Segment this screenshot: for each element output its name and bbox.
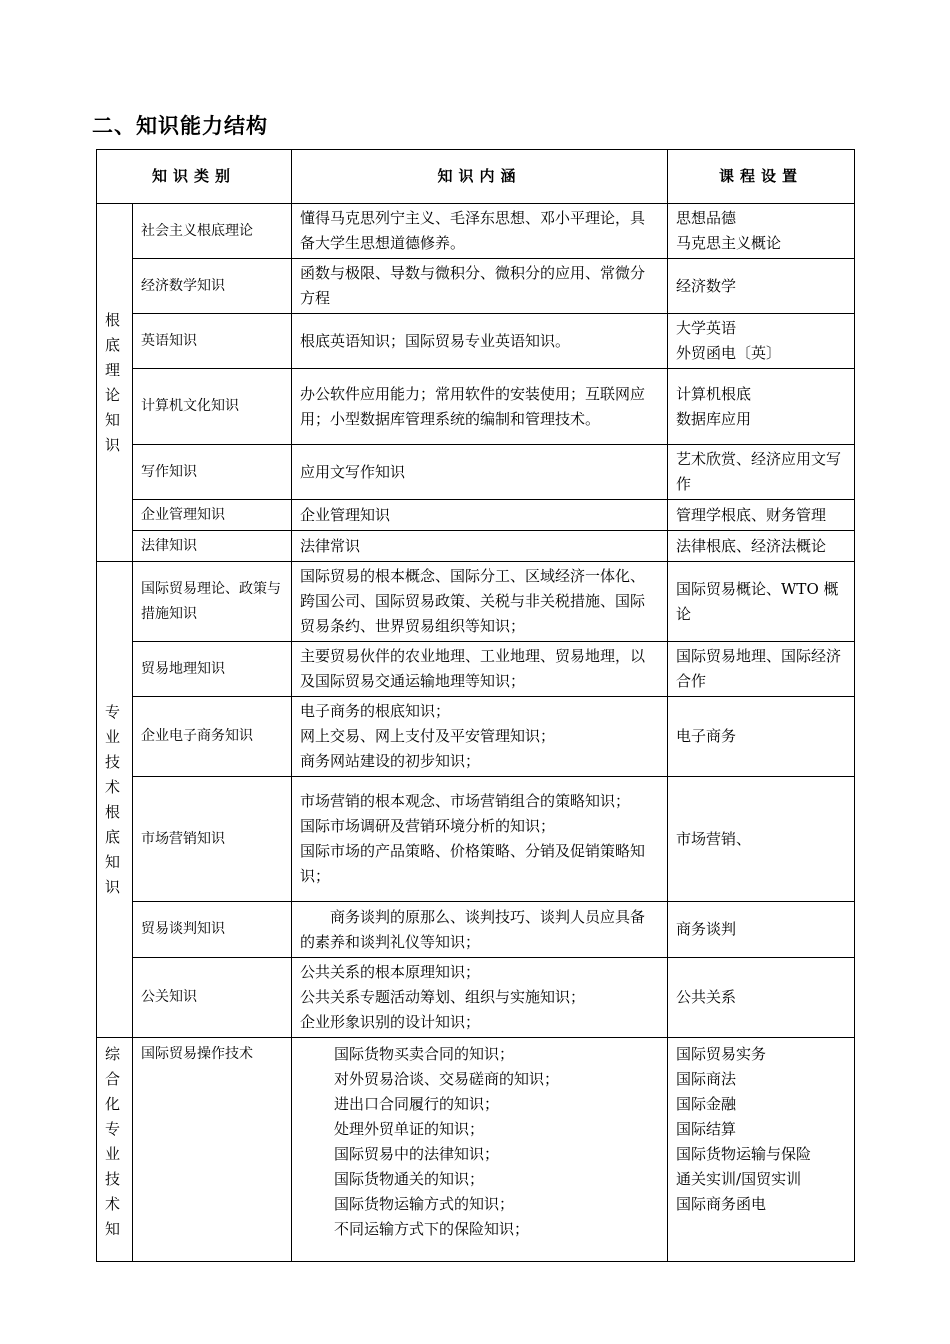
- table-row: [97, 642, 855, 697]
- row-content: 法律常识: [292, 531, 668, 562]
- table-row: [97, 314, 855, 369]
- row-courses: 国际贸易概论、WTO 概论: [668, 562, 855, 642]
- row-content: 根底英语知识；国际贸易专业英语知识。: [292, 314, 668, 369]
- header-category: 知识类别: [97, 150, 292, 204]
- table-row: [97, 562, 855, 642]
- row-category: 经济数学知识: [133, 259, 292, 314]
- row-category: 写作知识: [133, 445, 292, 500]
- table-row: [97, 259, 855, 314]
- row-courses: 艺术欣赏、经济应用文写作: [668, 445, 855, 500]
- table-row: [97, 204, 855, 259]
- table-header-row: [97, 150, 855, 204]
- row-courses: 思想品德 马克思主义概论: [668, 204, 855, 259]
- knowledge-structure-table: [96, 149, 855, 1262]
- row-courses: 商务谈判: [668, 902, 855, 958]
- table-row: [97, 369, 855, 445]
- row-courses: 国际贸易实务 国际商法 国际金融 国际结算 国际货物运输与保险 通关实训/国贸实训 国际商务函电: [668, 1038, 855, 1262]
- row-content: 主要贸易伙伴的农业地理、工业地理、贸易地理，以及国际贸易交通运输地理等知识；: [292, 642, 668, 697]
- row-category: 法律知识: [133, 531, 292, 562]
- row-category: 计算机文化知识: [133, 369, 292, 445]
- row-courses: 市场营销、: [668, 777, 855, 902]
- row-category: 公关知识: [133, 958, 292, 1038]
- row-courses: 大学英语 外贸函电〔英〕: [668, 314, 855, 369]
- table-row: [97, 697, 855, 777]
- header-content: 知识内涵: [292, 150, 668, 204]
- table-row: [97, 1038, 855, 1262]
- row-courses: 国际贸易地理、国际经济合作: [668, 642, 855, 697]
- row-category: 英语知识: [133, 314, 292, 369]
- row-courses: 法律根底、经济法概论: [668, 531, 855, 562]
- row-category: 贸易地理知识: [133, 642, 292, 697]
- row-content: 办公软件应用能力；常用软件的安装使用；互联网应用；小型数据库管理系统的编制和管理技术。: [292, 369, 668, 445]
- row-courses: 电子商务: [668, 697, 855, 777]
- table-row: [97, 500, 855, 531]
- row-category: 社会主义根底理论: [133, 204, 292, 259]
- section-title: 二、知识能力结构: [92, 114, 268, 138]
- group-label: 综合化专业技术知: [97, 1038, 133, 1262]
- table-row: [97, 445, 855, 500]
- group-label: 根底理论知识: [97, 204, 133, 562]
- group-label: 专业技术根底知识: [97, 562, 133, 1038]
- table-row: [97, 777, 855, 902]
- row-courses: 管理学根底、财务管理: [668, 500, 855, 531]
- row-content: 国际货物买卖合同的知识； 对外贸易洽谈、交易磋商的知识； 进出口合同履行的知识； 处理外贸单证的知识； 国际贸易中的法律知识； 国际货物通关的知识； 国际货物运输方式的知识； 不同运输方式下的保险知识；: [292, 1038, 668, 1262]
- row-category: 企业管理知识: [133, 500, 292, 531]
- row-content: 企业管理知识: [292, 500, 668, 531]
- row-category: 贸易谈判知识: [133, 902, 292, 958]
- row-content: 商务谈判的原那么、谈判技巧、谈判人员应具备的素养和谈判礼仪等知识；: [292, 902, 668, 958]
- header-course: 课程设置: [668, 150, 855, 204]
- row-content: 应用文写作知识: [292, 445, 668, 500]
- row-courses: 公共关系: [668, 958, 855, 1038]
- row-courses: 经济数学: [668, 259, 855, 314]
- row-content: 函数与极限、导数与微积分、微积分的应用、常微分方程: [292, 259, 668, 314]
- row-content: 市场营销的根本观念、市场营销组合的策略知识； 国际市场调研及营销环境分析的知识； 国际市场的产品策略、价格策略、分销及促销策略知识；: [292, 777, 668, 902]
- table-row: [97, 958, 855, 1038]
- row-courses: 计算机根底 数据库应用: [668, 369, 855, 445]
- table-row: [97, 531, 855, 562]
- row-category: 市场营销知识: [133, 777, 292, 902]
- table-row: [97, 902, 855, 958]
- row-content: 懂得马克思列宁主义、毛泽东思想、邓小平理论，具备大学生思想道德修养。: [292, 204, 668, 259]
- row-category: 企业电子商务知识: [133, 697, 292, 777]
- row-content: 公共关系的根本原理知识； 公共关系专题活动筹划、组织与实施知识； 企业形象识别的设计知识；: [292, 958, 668, 1038]
- row-category: 国际贸易理论、政策与措施知识: [133, 562, 292, 642]
- row-category: 国际贸易操作技术: [133, 1038, 292, 1262]
- row-content: 电子商务的根底知识； 网上交易、网上支付及平安管理知识； 商务网站建设的初步知识；: [292, 697, 668, 777]
- row-content: 国际贸易的根本概念、国际分工、区域经济一体化、跨国公司、国际贸易政策、关税与非关税措施、国际贸易条约、世界贸易组织等知识；: [292, 562, 668, 642]
